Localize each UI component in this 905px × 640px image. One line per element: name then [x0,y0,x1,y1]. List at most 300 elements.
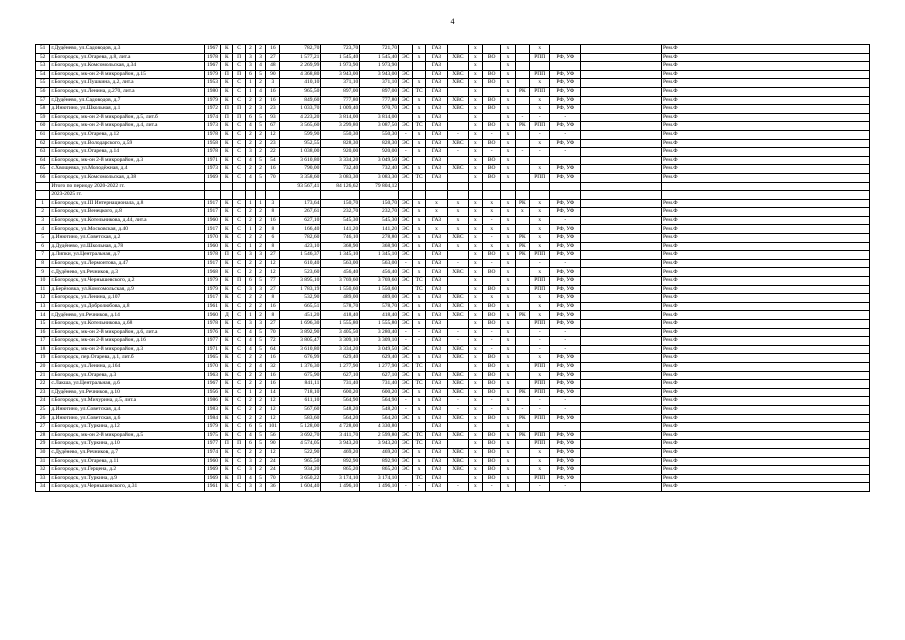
table-cell: 1 550,60 [321,285,360,294]
table-cell: 1917 [204,199,220,208]
table-cell: 64 [36,156,50,165]
table-cell: с.Хвощевка, ул.Молодёжная, д.4 [50,165,205,174]
table-cell: ГАЗ [425,457,448,466]
table-cell: С [233,302,245,311]
table-cell [581,130,662,139]
table-cell: г.Богородск, ул.Пушкина, д.2, лит.а [50,79,205,88]
table-cell: ХВС [448,234,468,243]
table-cell: х [468,457,482,466]
table-cell: 2 [255,259,265,268]
table-cell: 1965 [204,354,220,363]
table-cell: 1958 [204,139,220,148]
table-cell: ТС [413,474,425,483]
table-cell: х [468,70,482,79]
table-cell: РК [515,431,529,440]
table-cell: ХВС [448,371,468,380]
table-cell: г.Дудёнево, ул.Речников, д.10 [50,388,205,397]
table-cell: 828,30 [360,139,399,148]
table-cell: х [468,397,482,406]
table-cell: х [501,148,515,157]
table-cell: 77 [266,277,280,286]
table-cell: г.Богородск, ул.Володарского, д.59 [50,139,205,148]
table-cell: 67 [266,122,280,131]
table-row [36,62,870,71]
table-cell: х [468,474,482,483]
table-cell: 150,70 [321,199,360,208]
table-cell: 731,40 [321,380,360,389]
table-cell: Рем.Ф [661,122,869,131]
table-cell: С [233,87,245,96]
table-cell: 4 330,80 [360,423,399,432]
table-cell: г.Богородск, ул.Туркина, д.9 [50,474,205,483]
table-cell: РФ, УФ [550,208,581,217]
table-cell: 578,70 [360,302,399,311]
table-cell: х [501,414,515,423]
table-cell [501,182,515,191]
table-cell [448,251,468,260]
table-cell: 1974 [204,448,220,457]
table-cell: х [413,242,425,251]
table-cell: К [221,45,233,54]
table-cell: ГАЗ [425,345,448,354]
table-row [36,362,870,371]
table-cell: 1 546,37 [280,251,321,260]
table-cell [581,62,662,71]
table-cell: ХВС [448,302,468,311]
table-cell: ЭС [399,242,413,251]
table-cell: ХВС [448,345,468,354]
table-cell: 5 [255,345,265,354]
table-cell: 1 973,90 [321,62,360,71]
table-cell: х [468,285,482,294]
table-cell: х [468,311,482,320]
table-cell [515,354,529,363]
table-cell: х [530,448,550,457]
table-cell: РПП [530,70,550,79]
table-cell: 627,10 [321,371,360,380]
table-cell: 1967 [204,62,220,71]
table-cell: 3 610,80 [280,345,321,354]
table-cell: П [233,105,245,114]
table-cell: х [413,45,425,54]
table-cell: Рем.Ф [661,457,869,466]
table-cell: 2 [255,354,265,363]
table-cell: РПП [530,173,550,182]
table-cell: х [468,165,482,174]
table-cell: с.Дудёнево, ул.Речников, д.3 [50,268,205,277]
table-cell: 2 [255,268,265,277]
table-cell: К [221,96,233,105]
table-cell: - [550,130,581,139]
table-cell: 892,90 [360,457,399,466]
table-cell: 6 [266,234,280,243]
table-cell: 93 [266,113,280,122]
table-cell: 965,50 [280,457,321,466]
table-cell: 418,40 [321,311,360,320]
table-cell: РФ, УФ [550,122,581,131]
table-cell: 1967 [204,45,220,54]
table-cell: Рем.Ф [661,362,869,371]
table-cell: ГАЗ [425,448,448,457]
table-cell: 1969 [204,173,220,182]
table-cell: х [501,388,515,397]
table-cell: х [501,225,515,234]
table-cell: 3 [245,285,255,294]
table-cell: РПП [530,251,550,260]
table-cell: ХВС [448,388,468,397]
table-cell [581,328,662,337]
table-cell: С [233,380,245,389]
table-cell: 564,20 [360,414,399,423]
table-cell: РПП [530,440,550,449]
table-cell: 12 [266,405,280,414]
table-cell: С [233,354,245,363]
table-cell: 1961 [204,483,220,492]
table-cell: х [501,405,515,414]
table-cell: 410,10 [280,79,321,88]
table-cell: Рем.Ф [661,139,869,148]
table-cell: х [501,431,515,440]
table-cell: х [413,397,425,406]
table-cell: 1956 [204,388,220,397]
table-cell [482,191,500,200]
table-cell: 1967 [204,380,220,389]
table-cell: 897,00 [360,87,399,96]
table-cell: 3 174,10 [321,474,360,483]
table-cell: ЭС [399,457,413,466]
table-cell: х [501,216,515,225]
table-cell: ВО [482,105,500,114]
table-cell: 32 [266,362,280,371]
table-cell: 1970 [204,362,220,371]
table-cell [581,337,662,346]
table-cell: С [233,397,245,406]
table-cell: 72 [266,337,280,346]
table-cell: К [221,448,233,457]
table-cell [581,483,662,492]
table-cell: РК [515,242,529,251]
table-cell [581,96,662,105]
table-cell: х [501,423,515,432]
table-cell: ЭС [399,87,413,96]
table-cell: х [482,208,500,217]
table-cell: х [482,242,500,251]
table-row [36,173,870,182]
table-cell: г.Богородск, ул.Огарева, д.14 [50,148,205,157]
table-cell [581,448,662,457]
table-cell: х [501,234,515,243]
table-cell: х [530,165,550,174]
table-cell: К [221,380,233,389]
table-cell: Рем.Ф [661,251,869,260]
table-cell: х [468,259,482,268]
table-cell: Рем.Ф [661,423,869,432]
table-cell: С [233,294,245,303]
table-cell [581,277,662,286]
table-cell: х [468,320,482,329]
table-cell: ЭС [399,268,413,277]
table-cell: 563,00 [321,259,360,268]
table-cell [425,191,448,200]
table-row [36,311,870,320]
table-cell: - [399,405,413,414]
table-cell: 34 [36,483,50,492]
table-cell: х [448,225,468,234]
table-cell: 2 [255,311,265,320]
table-cell: 564,90 [321,397,360,406]
table-cell: С [233,259,245,268]
table-cell: - [530,148,550,157]
table-cell: 1 550,60 [360,285,399,294]
table-cell: х [501,79,515,88]
table-cell: - [530,259,550,268]
table-cell [581,139,662,148]
table-cell: К [221,337,233,346]
table-cell: 58 [36,105,50,114]
table-cell [204,182,220,191]
table-cell: 1979 [204,423,220,432]
table-cell: 1 545,40 [360,53,399,62]
table-cell: 16 [266,87,280,96]
table-cell: 550,30 [321,130,360,139]
table-row [36,216,870,225]
table-cell: 828,30 [321,139,360,148]
table-cell: 3 [245,62,255,71]
table-cell: С [233,148,245,157]
table-cell: 26 [36,414,50,423]
table-cell: г.Богородск, мк-он 2-й микрорайон, д.6, лит.а [50,328,205,337]
table-cell: х [413,79,425,88]
table-cell: ТС [413,431,425,440]
table-cell: 2 [255,139,265,148]
table-cell: 2 [255,397,265,406]
table-cell [399,62,413,71]
table-cell: С [233,234,245,243]
table-cell [515,466,529,475]
table-cell: ВО [482,156,500,165]
table-cell: 2 [245,139,255,148]
table-cell: х [482,294,500,303]
table-cell: х [448,216,468,225]
table-cell: 2 [255,302,265,311]
table-cell: х [413,234,425,243]
table-cell: г.Богородск, ул.Чернышевского, д.31 [50,483,205,492]
table-cell: 2 [255,294,265,303]
table-cell: ЭС [399,216,413,225]
table-cell [448,191,468,200]
table-cell [448,423,468,432]
table-cell: с.Дудёнево, ул.Речников, д.7 [50,448,205,457]
table-cell: 12 [266,259,280,268]
table-cell: 1978 [204,148,220,157]
table-cell: ЭС [399,320,413,329]
table-row [36,328,870,337]
table-cell: РПП [530,474,550,483]
table-cell: 60 [36,122,50,131]
table-cell: К [221,277,233,286]
table-cell: - [550,337,581,346]
table-cell: П [221,105,233,114]
table-cell: 1963 [204,371,220,380]
table-cell: 1979 [204,285,220,294]
table-cell [515,79,529,88]
table-cell: К [221,388,233,397]
table-cell: К [221,328,233,337]
table-cell: 1978 [204,53,220,62]
table-cell: 3 [255,251,265,260]
table-row [36,474,870,483]
table-cell: х [413,199,425,208]
table-cell: х [501,337,515,346]
table-cell: х [501,285,515,294]
table-cell: К [221,139,233,148]
table-cell: РФ, УФ [550,311,581,320]
table-cell: Рем.Ф [661,130,869,139]
table-cell: х [468,483,482,492]
table-cell: 3 083,30 [321,173,360,182]
table-cell: К [221,173,233,182]
table-cell: х [413,148,425,157]
table-cell: С [233,156,245,165]
table-cell: РПП [530,285,550,294]
table-cell: Рем.Ф [661,277,869,286]
table-cell: К [221,130,233,139]
table-cell: ВО [482,268,500,277]
table-row [36,87,870,96]
table-cell [550,182,581,191]
table-cell: ЭС [399,234,413,243]
table-cell: 3 334,20 [321,156,360,165]
table-cell: х [530,242,550,251]
table-cell: К [221,79,233,88]
table-cell: 61 [36,130,50,139]
table-cell: ГАЗ [425,371,448,380]
table-cell: х [501,87,515,96]
table-cell: 5 [255,474,265,483]
table-cell: ГАЗ [425,62,448,71]
table-cell: 5 [255,277,265,286]
table-cell: х [501,440,515,449]
table-cell: С [233,208,245,217]
table-cell: х [501,156,515,165]
table-cell: 600,20 [321,388,360,397]
table-cell: х [413,105,425,114]
table-cell: 1960 [204,457,220,466]
table-cell: К [221,259,233,268]
table-cell: 627,10 [280,216,321,225]
table-cell: х [413,457,425,466]
table-cell: 550,30 [360,130,399,139]
table-cell [221,191,233,200]
table-cell: 599,90 [280,130,321,139]
table-cell: 2 [255,96,265,105]
table-cell [399,45,413,54]
table-cell: ЭС [399,380,413,389]
table-cell: К [221,234,233,243]
table-cell: х [413,371,425,380]
table-cell: 2 [255,380,265,389]
table-cell: 3 895,10 [280,277,321,286]
table-cell [581,156,662,165]
table-cell: 371,10 [321,79,360,88]
table-cell [550,156,581,165]
table-cell [255,191,265,200]
table-cell [581,285,662,294]
table-cell [501,191,515,200]
table-cell: - [413,483,425,492]
table-row [36,105,870,114]
table-row [36,45,870,54]
table-cell: С [233,62,245,71]
table-cell: 1974 [204,113,220,122]
table-cell: 3 049,50 [360,345,399,354]
table-row [36,320,870,329]
table-cell: РФ, УФ [550,53,581,62]
table-cell: 24 [266,457,280,466]
table-cell: ЭС [399,225,413,234]
table-cell: П [221,70,233,79]
table-cell: г.Богородск, ул.III Интернационала, д.8 [50,199,205,208]
table-cell: 5 128,00 [280,423,321,432]
table-cell: х [413,414,425,423]
table-cell: К [221,302,233,311]
table-cell [515,216,529,225]
table-cell: - [413,328,425,337]
table-cell: 1 345,10 [360,251,399,260]
table-row [36,259,870,268]
table-cell: х [468,440,482,449]
table-cell: 57 [36,96,50,105]
table-cell: х [413,268,425,277]
table-cell [530,191,550,200]
table-cell: РПП [530,380,550,389]
table-cell: 732,40 [321,165,360,174]
table-cell: РФ, УФ [550,79,581,88]
table-cell: 51 [36,45,50,54]
table-cell: 2 [255,414,265,423]
table-cell: 2 [245,302,255,311]
table-cell: 2 [255,45,265,54]
table-cell: ГАЗ [425,242,448,251]
table-cell: х [468,105,482,114]
table-cell [399,474,413,483]
table-cell: 2 [255,234,265,243]
table-cell: Рем.Ф [661,216,869,225]
table-cell: х [413,259,425,268]
table-cell [448,173,468,182]
table-cell: 418,40 [360,311,399,320]
table-cell: х [468,294,482,303]
table-cell: 5 [255,328,265,337]
table-cell: х [501,165,515,174]
table-cell [550,62,581,71]
table-cell [581,362,662,371]
table-cell: х [448,199,468,208]
table-cell: С [233,199,245,208]
table-cell [515,448,529,457]
table-cell [399,423,413,432]
table-row [36,277,870,286]
table-cell: РФ, УФ [550,285,581,294]
table-cell: 56 [36,87,50,96]
table-cell: г.Богородск, ул.Добролюбова, д.8 [50,302,205,311]
table-cell: ГАЗ [425,45,448,54]
table-cell [413,70,425,79]
table-cell: 3 650,22 [280,474,321,483]
table-cell: ХВС [448,53,468,62]
table-cell: Рем.Ф [661,320,869,329]
table-cell: 141,20 [360,225,399,234]
